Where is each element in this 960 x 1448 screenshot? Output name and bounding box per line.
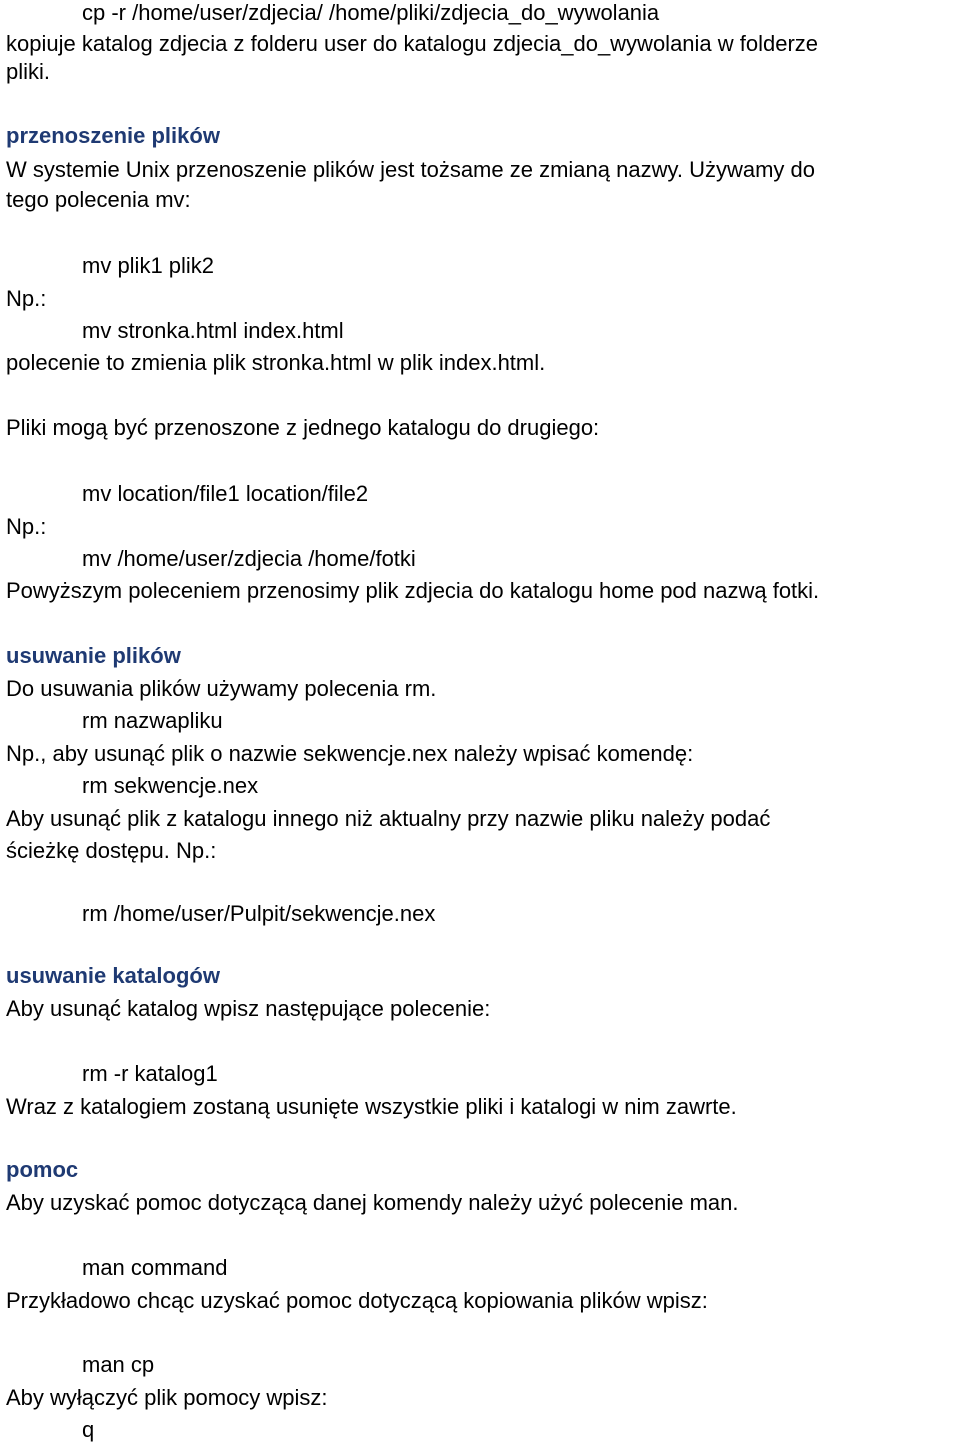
remove-files-path-intro-line2: ścieżkę dostępu. Np.: [6, 838, 217, 863]
remove-directories-intro: Aby usunąć katalog wpisz następujące polecenie: [6, 996, 491, 1021]
move-directory-example-label: Np.: [6, 514, 47, 539]
heading-help: pomoc [6, 1157, 79, 1182]
help-example: man cp [82, 1352, 155, 1377]
remove-directories-command: rm -r katalog1 [82, 1061, 218, 1086]
remove-files-example: rm sekwencje.nex [82, 773, 259, 798]
remove-directories-description: Wraz z katalogiem zostaną usunięte wszystkie pliki i katalogi w nim zawrte. [6, 1094, 737, 1119]
move-example-label: Np.: [6, 286, 47, 311]
move-intro-line1: W systemie Unix przenoszenie plików jest tożsame ze zmianą nazwy. Używamy do [6, 157, 815, 182]
move-directory-intro: Pliki mogą być przenoszone z jednego katalogu do drugiego: [6, 415, 600, 440]
copy-command: cp -r /home/user/zdjecia/ /home/pliki/zdjecia_do_wywolania [82, 0, 660, 25]
help-intro: Aby uzyskać pomoc dotyczącą danej komendy należy użyć polecenie man. [6, 1190, 739, 1215]
help-exit-key: q [82, 1417, 95, 1442]
remove-files-path-intro-line1: Aby usunąć plik z katalogu innego niż aktualny przy nazwie pliku należy podać [6, 806, 771, 831]
copy-description-line2: pliki. [6, 59, 51, 84]
remove-files-intro: Do usuwania plików używamy polecenia rm. [6, 676, 437, 701]
move-directory-syntax: mv location/file1 location/file2 [82, 481, 369, 506]
remove-files-syntax: rm nazwapliku [82, 708, 223, 733]
move-example-description: polecenie to zmienia plik stronka.html w plik index.html. [6, 350, 546, 375]
heading-remove-files: usuwanie plików [6, 643, 181, 668]
copy-description-line1: kopiuje katalog zdjecia z folderu user do katalogu zdjecia_do_wywolania w folderze [6, 31, 819, 56]
move-intro-line2: tego polecenia mv: [6, 187, 191, 212]
move-example: mv stronka.html index.html [82, 318, 344, 343]
remove-files-path-example: rm /home/user/Pulpit/sekwencje.nex [82, 901, 436, 926]
move-syntax: mv plik1 plik2 [82, 253, 215, 278]
heading-move-files: przenoszenie plików [6, 123, 220, 148]
remove-files-example-intro: Np., aby usunąć plik o nazwie sekwencje.nex należy wpisać komendę: [6, 741, 694, 766]
move-directory-example: mv /home/user/zdjecia /home/fotki [82, 546, 416, 571]
help-example-intro: Przykładowo chcąc uzyskać pomoc dotyczącą kopiowania plików wpisz: [6, 1288, 708, 1313]
heading-remove-directories: usuwanie katalogów [6, 963, 220, 988]
help-syntax: man command [82, 1255, 228, 1280]
move-directory-description: Powyższym poleceniem przenosimy plik zdjecia do katalogu home pod nazwą fotki. [6, 578, 820, 603]
help-exit-intro: Aby wyłączyć plik pomocy wpisz: [6, 1385, 328, 1410]
